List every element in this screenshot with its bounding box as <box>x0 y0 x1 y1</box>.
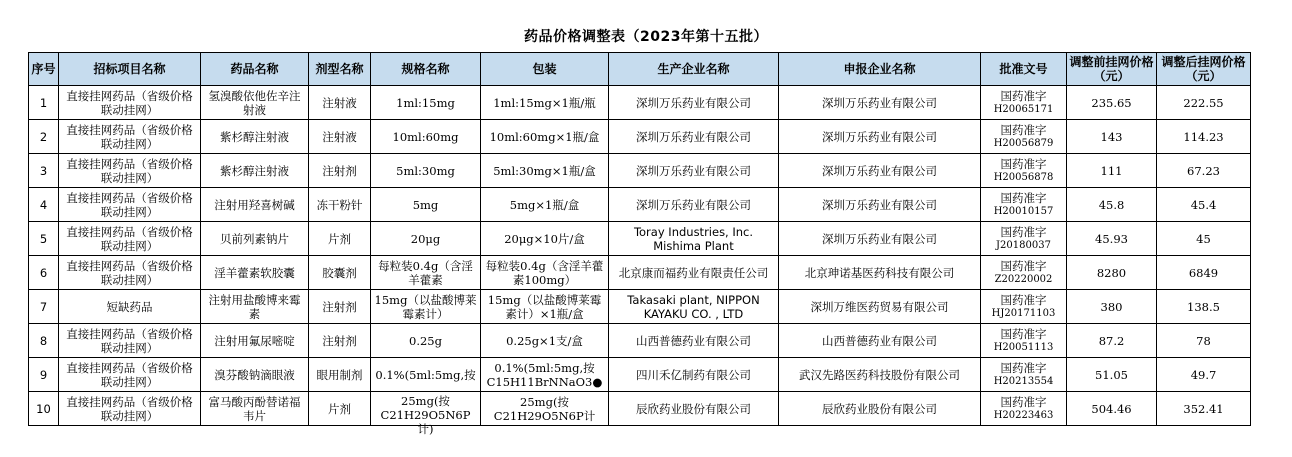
cell-pack: 5ml:30mg×1瓶/盒 <box>481 154 609 188</box>
cell-maker: 深圳万乐药业有限公司 <box>609 86 779 120</box>
cell-approval <box>981 188 1067 222</box>
cell-applicant: 深圳万乐药业有限公司 <box>779 86 981 120</box>
approval-label: 国药准字 <box>1000 88 1047 103</box>
table-row <box>29 290 1251 324</box>
table-row <box>29 324 1251 358</box>
cell-approval <box>981 120 1067 154</box>
approval-label: 国药准字 <box>1000 326 1047 341</box>
cell-spec: 每粒装0.4g（含淫羊藿素 <box>371 256 481 290</box>
header-maker: 生产企业名称 <box>609 53 779 86</box>
cell-approval <box>981 86 1067 120</box>
cell-applicant: 山西普德药业有限公司 <box>779 324 981 358</box>
cell-approval <box>981 290 1067 324</box>
approval-code: H20223463 <box>993 409 1054 421</box>
approval-code: H20051113 <box>993 341 1054 353</box>
cell-drug: 富马酸丙酚替诺福韦片 <box>201 392 309 426</box>
cell-maker: Toray Industries, Inc. Mishima Plant <box>609 222 779 256</box>
table-title: 药品价格调整表（2023年第十五批） <box>524 29 768 45</box>
cell-price-before: 504.46 <box>1067 392 1157 426</box>
header-applicant: 申报企业名称 <box>779 53 981 86</box>
cell-applicant: 深圳万乐药业有限公司 <box>779 222 981 256</box>
cell-dosage: 胶囊剂 <box>309 256 371 290</box>
cell-drug: 注射用氟尿嘧啶 <box>201 324 309 358</box>
approval-code: H20213554 <box>993 375 1054 387</box>
cell-pack: 15mg（以盐酸博莱霉素计）×1瓶/盒 <box>481 290 609 324</box>
approval-label: 国药准字 <box>1000 224 1047 239</box>
cell-approval <box>981 256 1067 290</box>
cell-price-after: 114.23 <box>1157 120 1251 154</box>
cell-seq: 6 <box>29 256 59 290</box>
cell-project: 直接挂网药品（省级价格联动挂网） <box>59 256 201 290</box>
cell-price-after: 67.23 <box>1157 154 1251 188</box>
cell-maker: 辰欣药业股份有限公司 <box>609 392 779 426</box>
table-row <box>29 358 1251 392</box>
cell-maker: 山西普德药业有限公司 <box>609 324 779 358</box>
cell-dosage: 眼用制剂 <box>309 358 371 392</box>
cell-maker: 深圳万乐药业有限公司 <box>609 154 779 188</box>
cell-spec: 5mg <box>371 188 481 222</box>
cell-project: 短缺药品 <box>59 290 201 324</box>
cell-spec: 0.1%(5ml:5mg,按 <box>371 358 481 392</box>
approval-label: 国药准字 <box>1000 292 1047 307</box>
approval-label: 国药准字 <box>1000 190 1047 205</box>
approval-code: H20065171 <box>993 103 1054 115</box>
cell-dosage: 片剂 <box>309 392 371 426</box>
cell-maker: 深圳万乐药业有限公司 <box>609 120 779 154</box>
cell-dosage: 冻干粉针 <box>309 188 371 222</box>
cell-project: 直接挂网药品（省级价格联动挂网） <box>59 86 201 120</box>
cell-spec: 0.25g <box>371 324 481 358</box>
cell-spec: 15mg（以盐酸博莱霉素计） <box>371 290 481 324</box>
cell-seq: 5 <box>29 222 59 256</box>
cell-maker: Takasaki plant, NIPPON KAYAKU CO. , LTD <box>609 290 779 324</box>
cell-dosage: 片剂 <box>309 222 371 256</box>
cell-drug: 紫杉醇注射液 <box>201 154 309 188</box>
cell-spec: 1ml:15mg <box>371 86 481 120</box>
approval-label: 国药准字 <box>1000 258 1047 273</box>
table-row <box>29 120 1251 154</box>
cell-approval <box>981 222 1067 256</box>
header-row <box>29 53 1251 86</box>
cell-spec: 10ml:60mg <box>371 120 481 154</box>
cell-seq: 8 <box>29 324 59 358</box>
approval-code: H20010157 <box>993 205 1054 217</box>
header-price-after: 调整后挂网价格（元） <box>1157 53 1251 86</box>
cell-spec: 5ml:30mg <box>371 154 481 188</box>
cell-price-before: 8280 <box>1067 256 1157 290</box>
cell-maker: 深圳万乐药业有限公司 <box>609 188 779 222</box>
cell-project: 直接挂网药品（省级价格联动挂网） <box>59 392 201 426</box>
cell-applicant: 辰欣药业股份有限公司 <box>779 392 981 426</box>
cell-seq: 9 <box>29 358 59 392</box>
approval-code: H20056878 <box>993 171 1054 183</box>
cell-applicant: 深圳万乐药业有限公司 <box>779 120 981 154</box>
cell-price-after: 222.55 <box>1157 86 1251 120</box>
cell-seq: 7 <box>29 290 59 324</box>
cell-price-after: 352.41 <box>1157 392 1251 426</box>
cell-approval <box>981 154 1067 188</box>
header-pack: 包装 <box>481 53 609 86</box>
cell-price-after: 78 <box>1157 324 1251 358</box>
cell-drug: 氢溴酸依他佐辛注射液 <box>201 86 309 120</box>
cell-project: 直接挂网药品（省级价格联动挂网） <box>59 188 201 222</box>
cell-spec: 25mg(按C21H29O5N6P计) <box>371 392 481 426</box>
table-row <box>29 154 1251 188</box>
cell-price-after: 138.5 <box>1157 290 1251 324</box>
table-row <box>29 86 1251 120</box>
cell-dosage: 注射液 <box>309 86 371 120</box>
cell-pack: 每粒装0.4g（含淫羊藿素100mg） <box>481 256 609 290</box>
cell-price-before: 111 <box>1067 154 1157 188</box>
cell-price-before: 45.93 <box>1067 222 1157 256</box>
header-dosage: 剂型名称 <box>309 53 371 86</box>
cell-drug: 淫羊藿素软胶囊 <box>201 256 309 290</box>
cell-price-before: 51.05 <box>1067 358 1157 392</box>
header-seq: 序号 <box>29 53 59 86</box>
cell-pack: 0.25g×1支/盒 <box>481 324 609 358</box>
cell-approval <box>981 324 1067 358</box>
header-spec: 规格名称 <box>371 53 481 86</box>
cell-drug: 溴芬酸钠滴眼液 <box>201 358 309 392</box>
cell-drug: 注射用盐酸博来霉素 <box>201 290 309 324</box>
cell-applicant: 深圳万乐药业有限公司 <box>779 154 981 188</box>
approval-label: 国药准字 <box>1000 156 1047 171</box>
cell-seq: 1 <box>29 86 59 120</box>
cell-price-before: 45.8 <box>1067 188 1157 222</box>
cell-applicant: 武汉先路医药科技股份有限公司 <box>779 358 981 392</box>
approval-label: 国药准字 <box>1000 122 1047 137</box>
cell-price-before: 87.2 <box>1067 324 1157 358</box>
cell-project: 直接挂网药品（省级价格联动挂网） <box>59 324 201 358</box>
cell-pack: 5mg×1瓶/盒 <box>481 188 609 222</box>
cell-pack: 25mg(按C21H29O5N6P计 <box>481 392 609 426</box>
cell-pack: 1ml:15mg×1瓶/瓶 <box>481 86 609 120</box>
approval-code: Z20220002 <box>994 273 1053 285</box>
approval-code: HJ20171103 <box>991 307 1056 319</box>
cell-project: 直接挂网药品（省级价格联动挂网） <box>59 154 201 188</box>
header-approval: 批准文号 <box>981 53 1067 86</box>
cell-maker: 四川禾亿制药有限公司 <box>609 358 779 392</box>
cell-project: 直接挂网药品（省级价格联动挂网） <box>59 120 201 154</box>
cell-pack: 10ml:60mg×1瓶/盒 <box>481 120 609 154</box>
cell-pack: 20μg×10片/盒 <box>481 222 609 256</box>
cell-dosage: 注射剂 <box>309 154 371 188</box>
table-row <box>29 256 1251 290</box>
table-row <box>29 222 1251 256</box>
cell-applicant: 深圳万乐药业有限公司 <box>779 188 981 222</box>
cell-price-after: 49.7 <box>1157 358 1251 392</box>
cell-spec: 20μg <box>371 222 481 256</box>
cell-price-after: 6849 <box>1157 256 1251 290</box>
cell-approval <box>981 392 1067 426</box>
cell-price-after: 45.4 <box>1157 188 1251 222</box>
cell-applicant: 深圳万维医药贸易有限公司 <box>779 290 981 324</box>
table-row <box>29 188 1251 222</box>
table-row <box>29 392 1251 426</box>
header-project: 招标项目名称 <box>59 53 201 86</box>
cell-approval <box>981 358 1067 392</box>
cell-maker: 北京康而福药业有限责任公司 <box>609 256 779 290</box>
cell-applicant: 北京珅诺基医药科技有限公司 <box>779 256 981 290</box>
header-price-before: 调整前挂网价格（元） <box>1067 53 1157 86</box>
approval-code: J20180037 <box>996 239 1051 251</box>
cell-price-before: 235.65 <box>1067 86 1157 120</box>
cell-pack: 0.1%(5ml:5mg,按C15H11BrNNaO3● <box>481 358 609 392</box>
approval-code: H20056879 <box>993 137 1054 149</box>
cell-drug: 紫杉醇注射液 <box>201 120 309 154</box>
cell-dosage: 注射液 <box>309 120 371 154</box>
cell-seq: 3 <box>29 154 59 188</box>
cell-project: 直接挂网药品（省级价格联动挂网） <box>59 358 201 392</box>
price-adjustment-table <box>28 52 1251 436</box>
cell-drug: 贝前列素钠片 <box>201 222 309 256</box>
approval-label: 国药准字 <box>1000 394 1047 409</box>
cell-drug: 注射用羟喜树碱 <box>201 188 309 222</box>
cell-seq: 10 <box>29 392 59 426</box>
cell-seq: 4 <box>29 188 59 222</box>
cell-dosage: 注射剂 <box>309 324 371 358</box>
header-drug: 药品名称 <box>201 53 309 86</box>
cell-price-before: 143 <box>1067 120 1157 154</box>
cell-price-before: 380 <box>1067 290 1157 324</box>
approval-label: 国药准字 <box>1000 360 1047 375</box>
cell-seq: 2 <box>29 120 59 154</box>
cell-price-after: 45 <box>1157 222 1251 256</box>
cell-project: 直接挂网药品（省级价格联动挂网） <box>59 222 201 256</box>
cell-dosage: 注射剂 <box>309 290 371 324</box>
